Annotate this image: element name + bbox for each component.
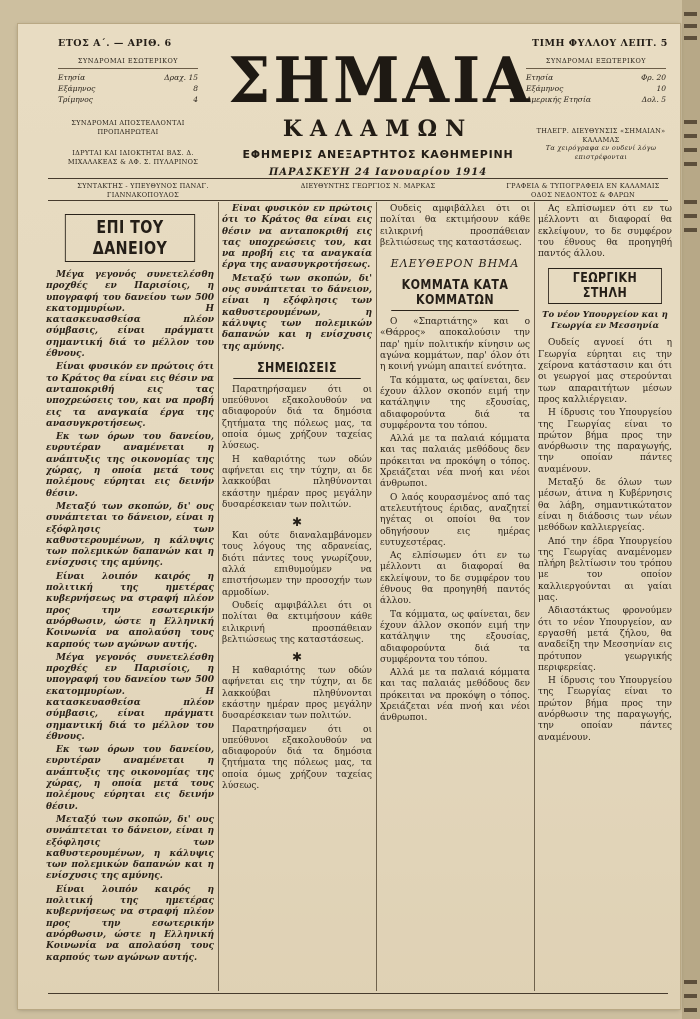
section-ornament: ✱ [291,650,303,665]
staff-rule [48,200,668,201]
article-paragraph: Αλλά με τα παλαιά κόμματα και τας παλαιάς μεθόδους δεν πρόκειται να προκόψη ο τόπος. Χρειάζεται νέα πνοή και νέοι άνθρωποι. [380,668,530,724]
article-paragraph: Αλλά με τα παλαιά κόμματα και τας παλαιάς μεθόδους δεν πρόκειται να προκόψη ο τόπος. Χρειάζεται νέα πνοή και νέοι άνθρωποι. [380,434,530,490]
manuscripts-note: Τα χειρόγραφα εν ουδενί λόγω επιστρέφονται [545,144,657,161]
newspaper-subtitle: ΚΑΛΑΜΩΝ [282,116,474,142]
subscription-row: Εξάμηνος 8 [58,84,198,93]
bottom-rule [48,993,668,994]
article-paragraph: Είναι λοιπόν καιρός η πολιτική της ημετέρας κυβερνήσεως να στραφή πλέον προς την εσωτερικήν ανόρθωσιν, ώστε η Ελληνική Κοινωνία να απολαύση τους καρπούς των αγώνων αυτής. [46,571,214,650]
page-edge-tab [682,0,700,1019]
article-paragraph: Εκ των όρων του δανείου, ευρυτέραν αναμένεται η ανάπτυξις της οικονομίας της χώρας, η οποία μετά τους πολέμους εύρηται εις δεινήν θέσιν. [46,745,214,812]
article-paragraph: Τα κόμματα, ως φαίνεται, δεν έχουν άλλον σκοπόν ειμή την κατάληψιν της εξουσίας, αδιαφορούντα διά τα συμφέροντα του τόπου. [380,375,530,431]
newspaper-title: ΣΗΜΑΙΑ [228,44,533,118]
article-paragraph: Ας ελπίσωμεν ότι εν τω μέλλοντι αι διαφοραί θα εκλείψουν, το δε συμφέρον του έθνους θα προηγηθή παντός άλλου. [538,204,672,260]
article-paragraph: Μεταξύ των σκοπών, δι' ους συνάπτεται το δάνειον, είναι η εξόφλησις των καθυστερουμένων, η κάλυψις των πολεμικών δαπανών και η ενίσχυσις της αμύνης. [222,273,372,352]
newspaper-tagline: ΕΦΗΜΕΡΙΣ ΑΝΕΞΑΡΤΗΤΟΣ ΚΑΘΗΜΕΡΙΝΗ [242,148,514,161]
agricultural-subheadline: Το νέον Υπουργείον και η Γεωργία εν Μεσσηνία [542,310,668,332]
notes-paragraph: Ουδείς αμφιβάλλει ότι οι πολίται θα εκτιμήσουν κάθε ειλικρινή προσπάθειαν βελτιώσεως της καταστάσεως. [222,600,372,645]
price-info: ΤΙΜΗ ΦΥΛΛΟΥ ΛΕΠΤ. 5 [532,38,668,49]
notes-paragraph: Και ούτε διαναλαμβάνομεν τους λόγους της αδρανείας, διότι πάντες τους γνωρίζουν, αλλά επιθυμούμεν να επιστήσωμεν την προσοχήν των αρμοδίων. [222,531,372,598]
agricultural-headline: ΓΕΩΡΓΙΚΗ ΣΤΗΛΗ [548,268,662,304]
article-paragraph: Μέγα γεγονός συνετελέσθη προχθές εν Παρισίοις, η υπογραφή του δανείου των 500 εκατομμυρίων. Η κατασκευασθείσα πλέον σύμβασις, είναι πράγματι σημαντική διά το μέλλον του έθνους. [46,652,214,742]
article-headline: ΕΠΙ ΤΟΥ ΔΑΝΕΙΟΥ [65,214,195,262]
editor-credit: ΣΥΝΤΑΚΤΗΣ - ΥΠΕΥΘΥΝΟΣ ΠΑΝΑΓ. ΓΙΑΝΝΑΚΟΠΟΥΛΟΣ [77,182,209,199]
article-paragraph: Ο «Σπαρτιάτης» και ο «Θάρρος» αποκαλούσιν την παρ' ημίν πολιτικήν κίνησιν ως αγώνα κομμάτων, παρ' όλον ότι η κοινή γνώμη απαιτεί ενότητα. [380,317,530,373]
subscription-row: Ετησία Δραχ. 15 [58,73,198,82]
article-paragraph: Είναι φυσικόν εν πρώτοις ότι το Κράτος θα είναι εις θέσιν να ανταποκριθή εις τας υποχρεώσεις του, και να προβή εις τα αναγκαία έργα της ανασυγκροτήσεως. [222,204,372,271]
subscriptions-foreign [526,56,666,105]
free-tribune-label: ΕΛΕΥΘΕΡΟΝ ΒΗΜΑ [390,257,520,271]
article-paragraph: Εκ των όρων του δανείου, ευρυτέραν αναμένεται η ανάπτυξις της οικονομίας της χώρας, η οποία μετά τους πολέμους εύρηται εις δεινήν θέσιν. [46,432,214,499]
free-tribune-headline: ΚΟΜΜΑΤΑ ΚΑΤΑ ΚΟΜΜΑΤΩΝ [391,278,519,311]
article-paragraph: Είναι φυσικόν εν πρώτοις ότι το Κράτος θα είναι εις θέσιν να ανταποκριθή εις τας υποχρεώσεις του, και να προβή εις τα αναγκαία έργα της ανασυγκροτήσεως. [46,362,214,429]
subscriptions-domestic-caption: ΣΥΝΔΡΟΜΑΙ ΕΣΩΤΕΡΙΚΟΥ [58,56,198,69]
subscription-row: Τρίμηνος 4 [58,95,198,104]
column-divider [218,202,219,991]
telegraph-address: ΤΗΛΕΓΡ. ΔΙΕΥΘΥΝΣΙΣ «ΣΗΜΑΙΑΝ» ΚΑΛΑΜΑΣ [536,127,666,144]
article-paragraph: Η ίδρυσις του Υπουργείου της Γεωργίας είναι το πρώτον βήμα προς την ανόρθωσιν της παραγωγής, την οποίαν πάντες αναμένουν. [538,408,672,475]
article-paragraph: Μέγα γεγονός συνετελέσθη προχθές εν Παρισίοις, η υπογραφή του δανείου των 500 εκατομμυρίων. Η κατασκευασθείσα πλέον σύμβασις, είναι πράγματι σημαντική διά το μέλλον του έθνους. [46,270,214,360]
column-divider [534,202,535,991]
article-paragraph: Τα κόμματα, ως φαίνεται, δεν έχουν άλλον σκοπόν ειμή την κατάληψιν της εξουσίας, αδιαφορούντα διά τα συμφέροντα του τόπου. [380,609,530,665]
subscription-row: Ετησία Φρ. 20 [526,73,666,82]
article-loan [46,204,214,993]
masthead [18,24,680,178]
section-ornament: ✱ [291,515,303,530]
offices-credit: ΓΡΑΦΕΙΑ & ΤΥΠΟΓΡΑΦΕΙΑ ΕΝ ΚΑΛΑΜΑΙΣ ΟΔΟΣ ΝΕΔΟΝΤΟΣ & ΦΑΡΩΝ [506,182,660,199]
director-credit: ΔΙΕΥΘΥΝΤΗΣ ΓΕΩΡΓΙΟΣ Ν. ΜΑΡΚΑΣ [300,182,436,190]
article-paragraph: Ας ελπίσωμεν ότι εν τω μέλλοντι αι διαφοραί θα εκλείψουν, το δε συμφέρον του έθνους θα προηγηθή παντός άλλου. [380,551,530,607]
prepayment-note: ΣΥΝΔΡΟΜΑΙ ΑΠΟΣΤΕΛΛΟΝΤΑΙ ΠΡΟΠΛΗΡΩΤΕΑΙ [71,119,185,136]
issue-date: ΠΑΡΑΣΚΕΥΗ 24 Ιανουαρίου 1914 [268,167,488,178]
article-paragraph: Η ίδρυσις του Υπουργείου της Γεωργίας είναι το πρώτον βήμα προς την ανόρθωσιν της παραγωγής, την οποίαν πάντες αναμένουν. [538,676,672,743]
article-continued-and-notes [222,204,372,993]
notes-paragraph: Παρατηρήσαμεν ότι οι υπεύθυνοι εξακολουθούν να αδιαφορούν διά τα δημόσια ζητήματα της πόλεως μας, τα οποία όμως χρήζουν ταχείας λύσεως. [222,724,372,792]
subscription-row: Αμερικής Ετησία Δολ. 5 [526,95,666,104]
article-paragraph: Από την έδρα Υπουργείου της Γεωργίας αναμένομεν πλήρη βελτίωσιν του τρόπου με τον οποίον καλλιεργούνται αι γαίαι μας. [538,536,672,604]
notes-paragraph: Η καθαριότης των οδών αφήνεται εις την τύχην, αι δε λακκούβαι πληθύνονται εκάστην ημέραν προς μεγάλην δυσαρέσκειαν των πολιτών. [222,454,372,510]
subscriptions-foreign-caption: ΣΥΝΔΡΟΜΑΙ ΕΞΩΤΕΡΙΚΟΥ [526,56,666,69]
masthead-rule [48,178,668,179]
article-paragraph: Μεταξύ δε όλων των μέσων, άτινα η Κυβέρνησις θα λάβη, σημαντικώτατον είναι η διάδοσις των νέων μεθόδων καλλιεργείας. [538,478,672,534]
article-paragraph: Μεταξύ των σκοπών, δι' ους συνάπτεται το δάνειον, είναι η εξόφλησις των καθυστερουμένων, η κάλυψις των πολεμικών δαπανών και η ενίσχυσις της αμύνης. [46,814,214,882]
newspaper-page [18,24,680,1009]
article-paragraph: Ουδείς αγνοεί ότι η Γεωργία εύρηται εις την χείρονα κατάστασιν και ότι οι γεωργοί μας στερούνται των απαραιτήτων μέσων προς καλλιέργειαν. [538,338,672,405]
subscription-row: Εξάμηνος 10 [526,84,666,93]
notes-paragraph: Η καθαριότης των οδών αφήνεται εις την τύχην, αι δε λακκούβαι πληθύνονται εκάστην ημέραν προς μεγάλην δυσαρέσκειαν των πολιτών. [222,666,372,722]
article-paragraph: Είναι λοιπόν καιρός η πολιτική της ημετέρας κυβερνήσεως να στραφή πλέον προς την εσωτερικήν ανόρθωσιν, ώστε η Ελληνική Κοινωνία να απολαύση τους καρπούς των αγώνων αυτής. [46,884,214,963]
article-paragraph: Ο λαός κουρασμένος από τας ατελευτήτους έριδας, αναζητεί ηγέτας οι οποίοι θα τον οδηγήσουν εις ημέρας ευτυχεστέρας. [380,492,530,548]
article-free-tribune [380,204,530,993]
column-divider [376,202,377,991]
issue-info: ΕΤΟΣ Α΄. — ΑΡΙΘ. 6 [58,38,172,49]
article-paragraph: Μεταξύ των σκοπών, δι' ους συνάπτεται το δάνειον, είναι η εξόφλησις των καθυστερουμένων, η κάλυψις των πολεμικών δαπανών και η ενίσχυσις της αμύνης. [46,501,214,569]
founders-note: ΙΔΡΥΤΑΙ ΚΑΙ ΙΔΙΟΚΤΗΤΑΙ ΒΑΣ. Δ. ΜΙΧΑΛΑΚΕΑΣ & ΑΦ. Σ. ΠΥΛΑΡΙΝΟΣ [67,149,199,166]
article-agricultural [538,204,672,993]
notes-headline: ΣΗΜΕΙΩΣΕΙΣ [233,361,361,379]
article-paragraph: Ουδείς αμφιβάλλει ότι οι πολίται θα εκτιμήσουν κάθε ειλικρινή προσπάθειαν βελτιώσεως της καταστάσεως. [380,204,530,248]
notes-paragraph: Παρατηρήσαμεν ότι οι υπεύθυνοι εξακολουθούν να αδιαφορούν διά τα δημόσια ζητήματα της πόλεως μας, τα οποία όμως χρήζουν ταχείας λύσεως. [222,384,372,452]
subscriptions-domestic [58,56,198,105]
article-paragraph: Αδιαστάκτως φρονούμεν ότι το νέον Υπουργείον, αν εργασθή μετά ζήλου, θα αναδείξη την Μεσσηνίαν εις πρότυπον γεωργικής περιφερείας. [538,606,672,673]
